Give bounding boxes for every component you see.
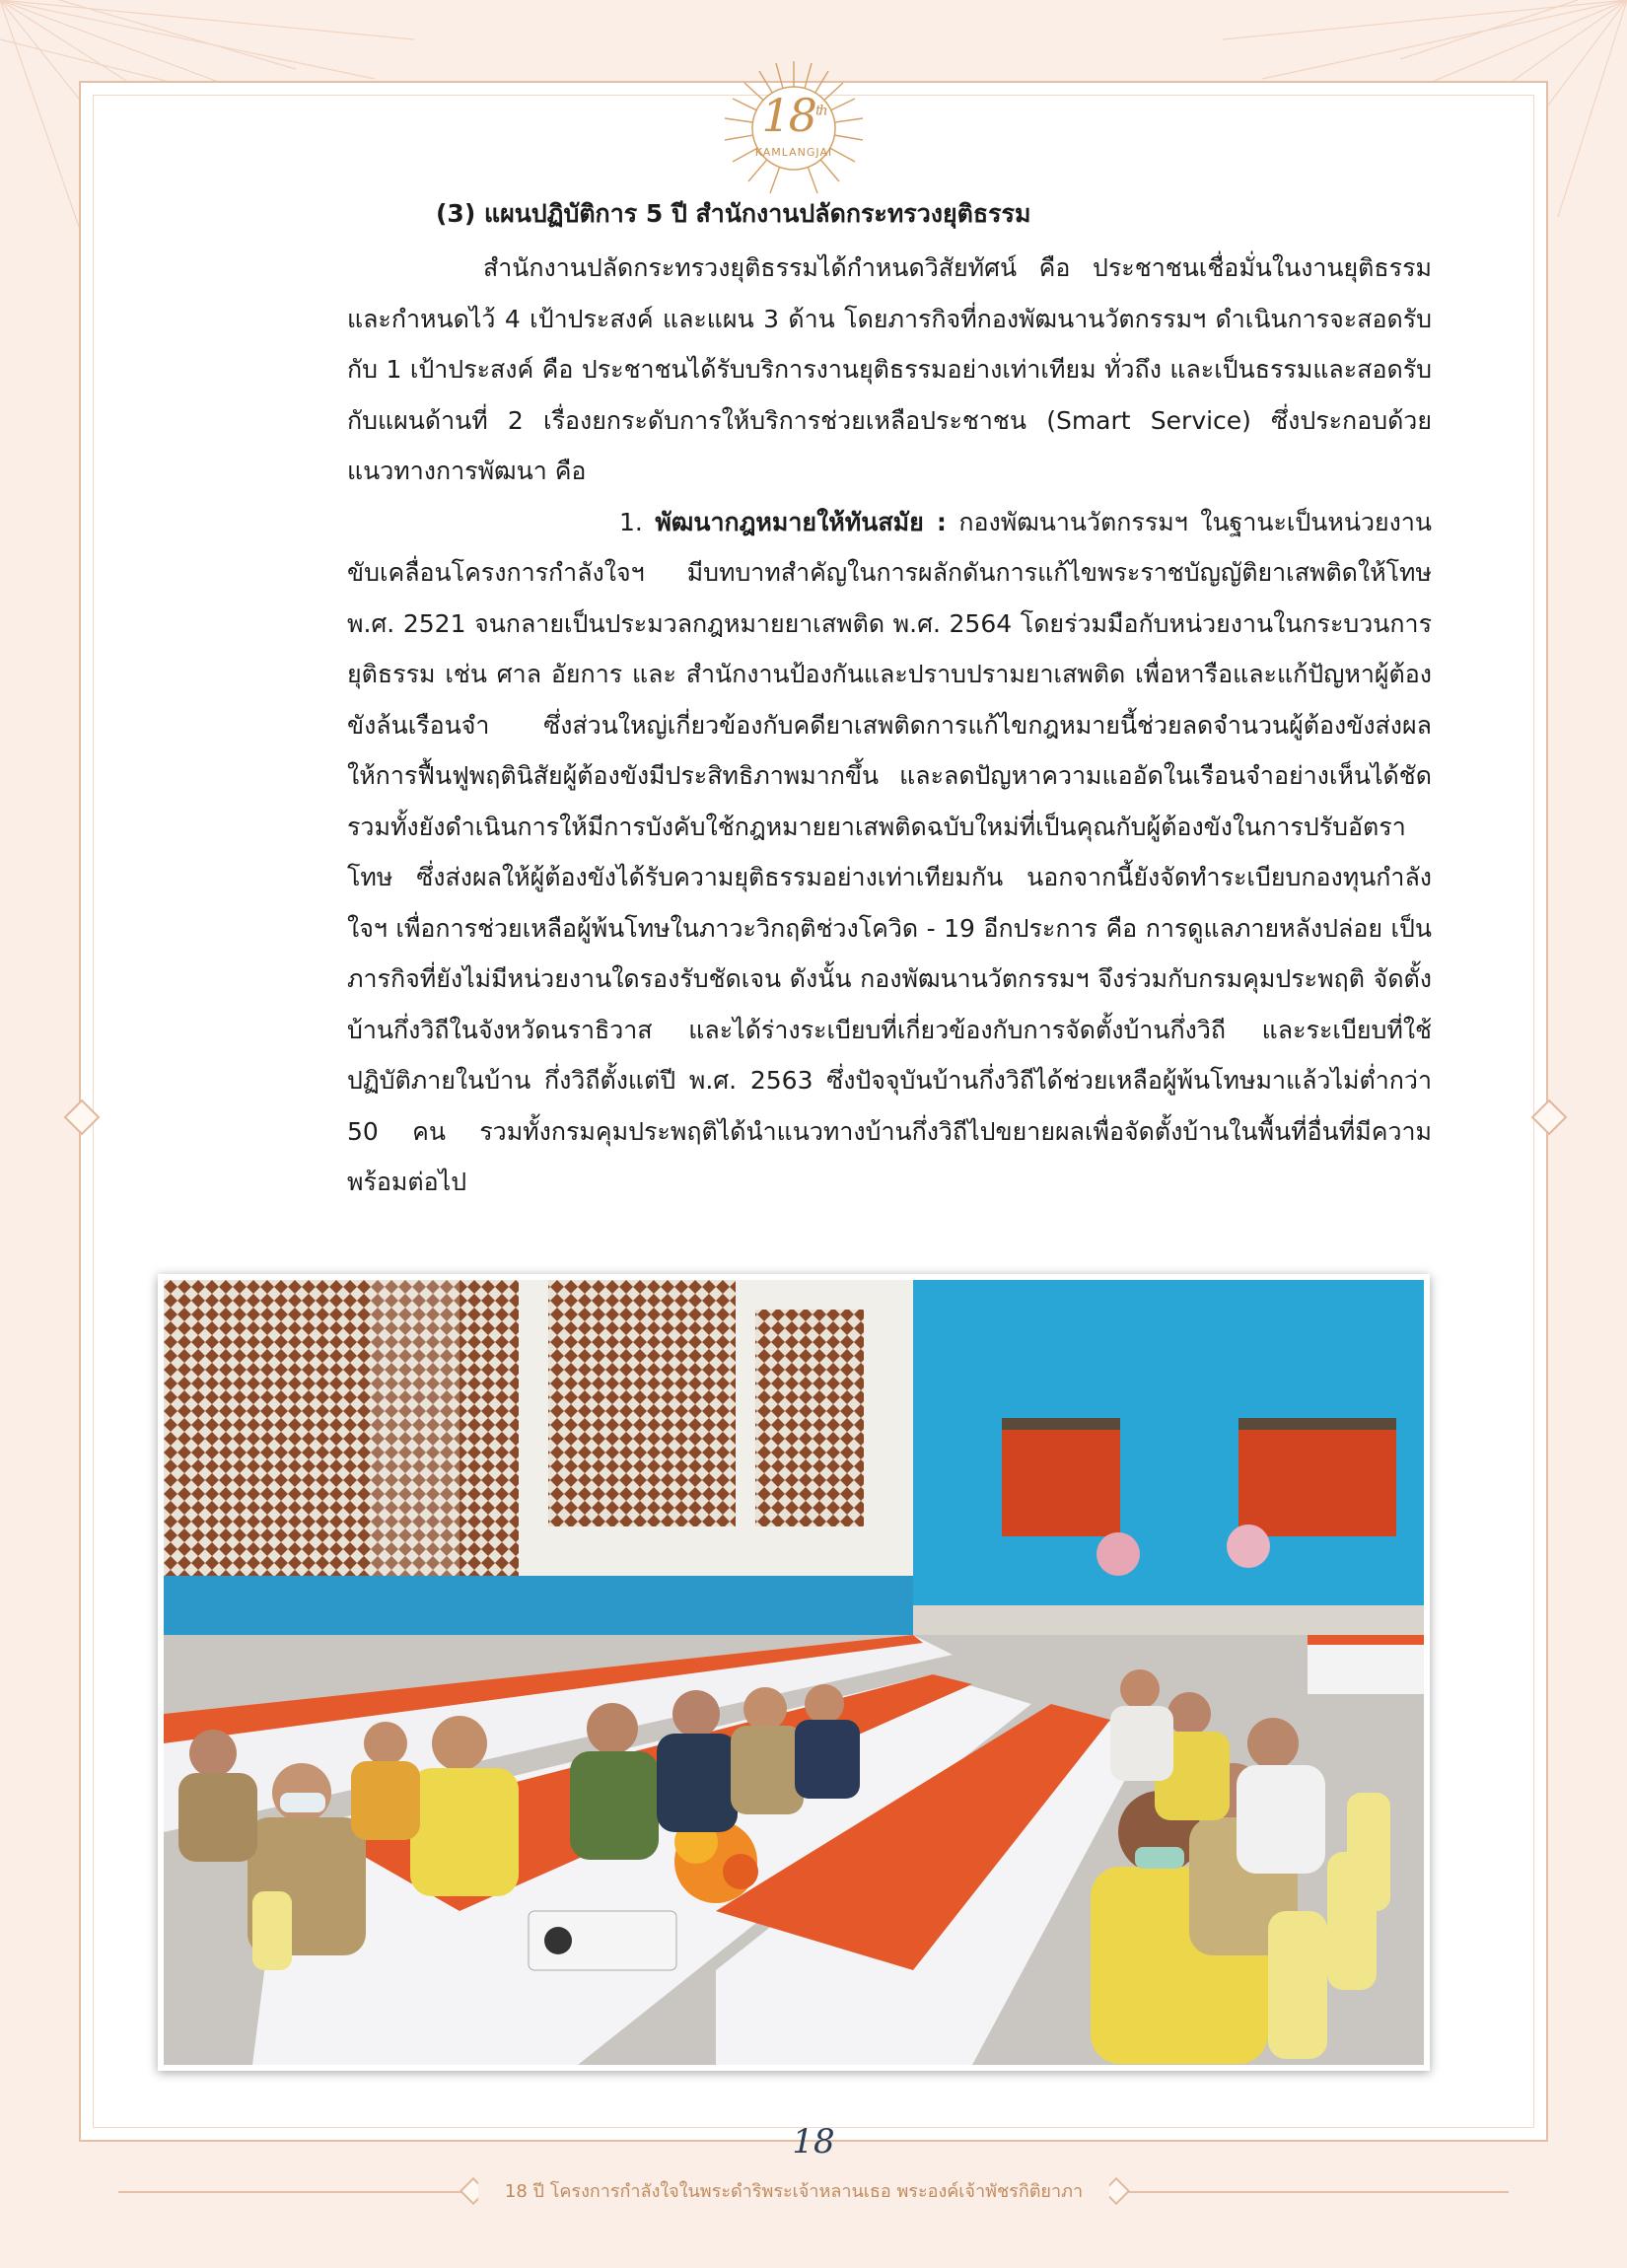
- meeting-photo: [164, 1280, 1424, 2065]
- meeting-photo-illustration: [164, 1280, 1424, 2065]
- intro-paragraph: สำนักงานปลัดกระทรวงยุติธรรมได้กำหนดวิสัยทัศน์ คือ ประชาชนเชื่อมั่นในงานยุติธรรมและกำหนดไว้ 4 เป้าประสงค์ และแผน 3 ด้าน โดยภารกิจที่กองพัฒนานวัตกรรมฯ ดำเนินการจะสอดรับกับ 1 เป้าประสงค์ คือ ประชาชนได้รับบริการงานยุติธรรมอย่างเท่าเทียม ทั่วถึง และเป็นธรรมและสอดรับกับแผนด้านที่ 2 เรื่องยกระดับการให้บริการช่วยเหลือประชาชน (Smart Service) ซึ่งประกอบด้วยแนวทางการพัฒนา คือ: [347, 253, 1432, 485]
- logo: [715, 59, 873, 197]
- footer-line-right: [1114, 2191, 1509, 2193]
- footer-line-left: [118, 2191, 473, 2193]
- meeting-photo-frame: [158, 1274, 1430, 2071]
- list-item-text: กองพัฒนานวัตกรรมฯ ในฐานะเป็นหน่วยงานขับเคลื่อนโครงการกำลังใจฯ มีบทบาทสำคัญในการผลักดันการแก้ไขพระราชบัญญัติยาเสพติดให้โทษ พ.ศ. 2521 จนกลายเป็นประมวลกฎหมายยาเสพติด พ.ศ. 2564 โดยร่วมมือกับหน่วยงานในกระบวนการยุติธรรม เช่น ศาล อัยการ และ สำนักงานป้องกันและปราบปรามยาเสพติด เพื่อหารือและแก้ปัญหาผู้ต้องขังล้นเรือนจำ ซึ่งส่วนใหญ่เกี่ยวข้องกับคดียาเสพติดการแก้ไขกฎหมายนี้ช่วยลดจำนวนผู้ต้องขังส่งผลให้การฟื้นฟูพฤตินิสัยผู้ต้องขังมีประสิทธิภาพมากขึ้น และลดปัญหาความแออัดในเรือนจำอย่างเห็นได้ชัด รวมทั้งยังดำเนินการให้มีการบังคับใช้กฎหมายยาเสพติดฉบับใหม่ที่เป็นคุณกับผู้ต้องขังในการปรับอัตราโทษ ซึ่งส่งผลให้ผู้ต้องขังได้รับความยุติธรรมอย่างเท่าเทียมกัน นอกจากนี้ยังจัดทำระเบียบกองทุนกำลังใจฯ เพื่อการช่วยเหลือผู้พ้นโทษในภาวะวิกฤติช่วงโควิด - 19 อีกประการ คือ การดูแลภายหลังปล่อย เป็นภารกิจที่ยังไม่มีหน่วยงานใดรองรับชัดเจน ดังนั้น กองพัฒนานวัตกรรมฯ จึงร่วมกับกรมคุมประพฤติ จัดตั้งบ้านกึ่งวิถีในจังหวัดนราธิวาส และได้ร่างระเบียบที่เกี่ยวข้องกับการจัดตั้งบ้านกึ่งวิถี และระเบียบที่ใช้ปฏิบัติภายในบ้าน กึ่งวิถีตั้งแต่ปี พ.ศ. 2563 ซึ่งปัจจุบันบ้านกึ่งวิถีได้ช่วยเหลือผู้พ้นโทษมาแล้วไม่ต่ำกว่า 50 คน รวมทั้งกรมคุมประพฤติได้นำแนวทางบ้านกึ่งวิถีไปขยายผลเพื่อจัดตั้งบ้านในพื้นที่อื่นที่มีความพร้อมต่อไป: [347, 507, 1432, 1196]
- logo-superscript: th: [814, 103, 826, 119]
- footer-title: 18 ปี โครงการกำลังใจในพระดำริพระเจ้าหลานเธอ พระองค์เจ้าพัชรกิติยาภา: [478, 2169, 1109, 2215]
- list-item-1: [347, 497, 1432, 1208]
- list-item-lead: พัฒนากฎหมายให้ทันสมัย :: [655, 507, 947, 536]
- section-heading: (3) แผนปฏิบัติการ 5 ปี สำนักงานปลัดกระทรวงยุติธรรม: [436, 199, 1031, 228]
- logo-number: [715, 89, 873, 142]
- logo-word: KAMLANGJAI: [754, 146, 833, 159]
- list-item-number: 1.: [619, 507, 643, 536]
- page-number: 18: [792, 2122, 835, 2162]
- logo-number-text: 18: [761, 89, 815, 142]
- document-body: [347, 185, 1432, 1208]
